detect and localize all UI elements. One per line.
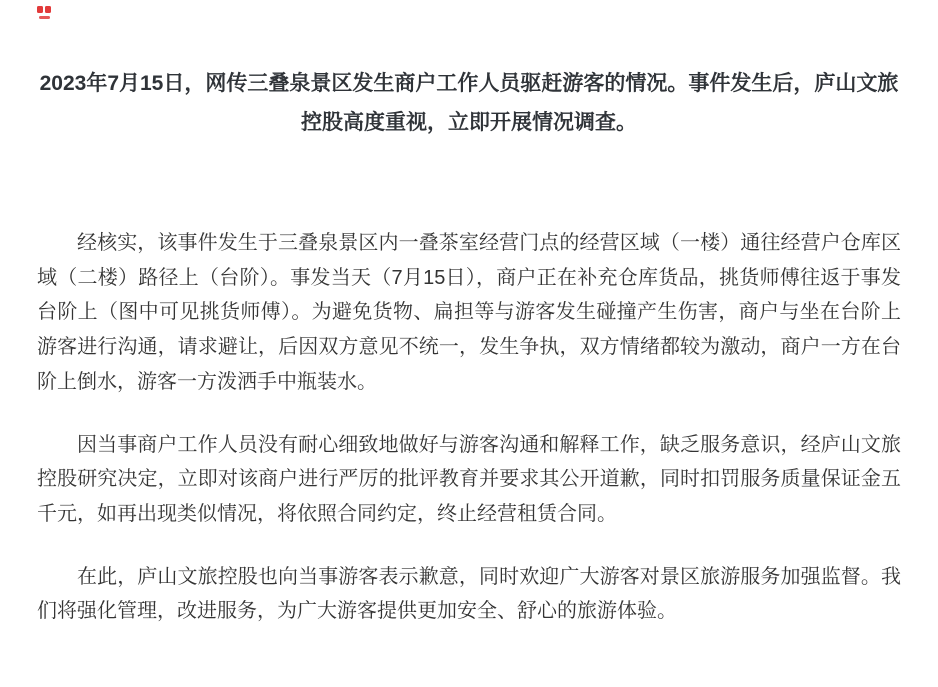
announcement-body (37, 226, 901, 629)
red-quote-icon (36, 5, 53, 24)
paragraph-penalty-decision: 因当事商户工作人员没有耐心细致地做好与游客沟通和解释工作，缺乏服务意识，经庐山文旅控股研究决定，立即对该商户进行严厉的批评教育并要求其公开道歉，同时扣罚服务质量保证金五千元，如再出现类似情况，将依照合同约定，终止经营租赁合同。 (37, 433, 901, 525)
paragraph-apology-commitment: 在此，庐山文旅控股也向当事游客表示歉意，同时欢迎广大游客对景区旅游服务加强监督。我们将强化管理，改进服务，为广大游客提供更加安全、舒心的旅游体验。 (37, 565, 901, 623)
paragraph-investigation-findings: 经核实，该事件发生于三叠泉景区内一叠茶室经营门点的经营区域（一楼）通往经营户仓库区域（二楼）路径上（台阶）。事发当天（7月15日），商户正在补充仓库货品，挑货师傅往返于事发台阶上（图中可见挑货师傅）。为避免货物、扁担等与游客发生碰撞产生伤害，商户与坐在台阶上游客进行沟通，请求避让，后因双方意见不统一，发生争执，双方情绪都较为激动，商户一方在台阶上倒水，游客一方泼洒手中瓶装水。 (37, 232, 901, 393)
announcement-headline: 2023年7月15日，网传三叠泉景区发生商户工作人员驱赶游客的情况。事件发生后，庐山文旅控股高度重视，立即开展情况调查。 (39, 72, 899, 134)
